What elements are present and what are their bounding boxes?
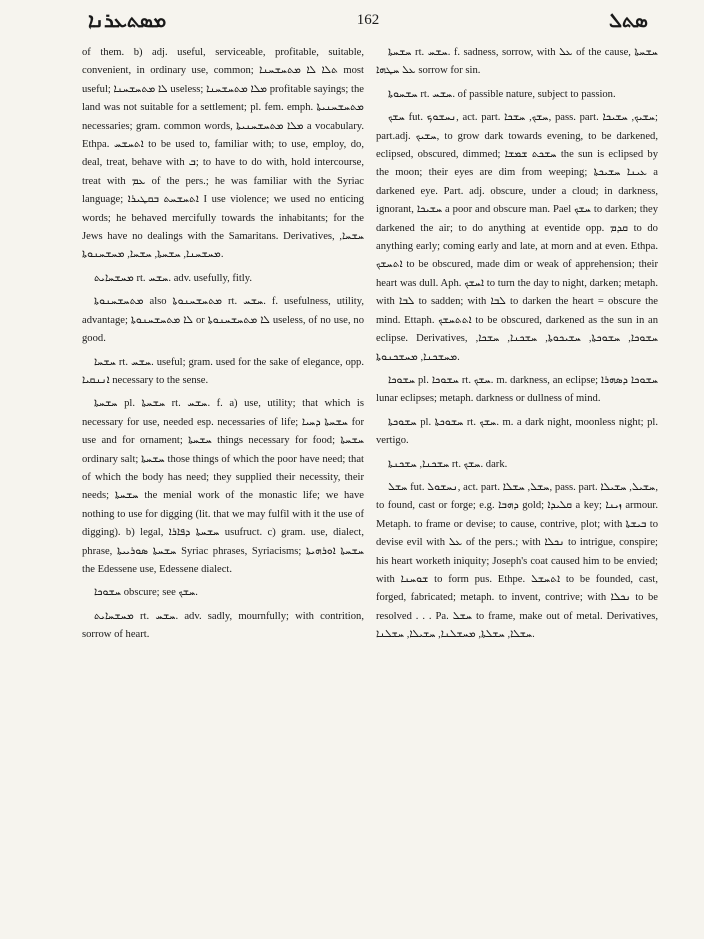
- dictionary-entry: ܚܫܘܟܐ pl. ܚܫܘܟܐ rt. ܚܫܟ. m. darkness, an eclipse; ܚܫܘܟܐ ܕܣܗܪܐ lunar eclipses; metaph. darkness or dullness of mind.: [376, 374, 659, 405]
- dictionary-entry: ܚܫܟܢܐ, ܚܫܟܢܬܐ rt. ܚܫܟ. dark.: [388, 458, 508, 470]
- dictionary-entry: ܚܫܘܟܐ obscure; see ܚܫܟ.: [94, 587, 198, 599]
- running-head-right: ܣܬܠ: [609, 10, 648, 32]
- left-column: [82, 44, 364, 650]
- dictionary-entry: ܚܫܚܐ rt. ܚܫܚ. useful; gram. used for the sake of elegance, opp. ܐܢܢܩܝܐ necessary to the sense.: [82, 356, 364, 386]
- dictionary-entry: ܚܫܟ fut. ܢܚܫܘܟ, act. part. ܚܫܟ, ܚܫܟܐ, pass. part. ܚܫܝܟ, ܚܫܝܟܐ; part.adj. ܚܫܝܟ, to grow dark towards evening, to be darkened, eclipsed, obscured, dimmed; ܚܫܟܬ ܫܡܫܐ the sun is eclipsed by the moon; their eyes are dim from weeping; ܥܝܢܐ ܚܫܝܟܬܐ a darkened eye. Part. adj. obscure, under a cloud; in darkness, ignorant, ܚܫܝܟܐ a poor and obscure man. Pael ܚܫܟ to darken; they darkened the air; to do anything at eventide opp. ܩܕܡ to do anything early; coming early and late, at morn and at even. Ethpa. ܐܬܚܫܟ to be obscured, made dim or weak of apprehension; their heart was dull. Aph. ܐܚܫܟ to turn the day to night, darken; metaph. with ܠܒܐ to sadden; with ܠܒܐ to darken the heart = obscure the mind. Ettaph. ܐܬܬܚܫܟ to be obscured, darkened as the sun in an eclipse. Derivatives, ܚܫܘܟܐ, ܚܫܘܟܬܐ, ܚܫܝܟܘܬܐ, ܚܫܟܢܐ, ܚܫܟܐ, ܡܚܫܟܢܐ, ܡܚܫܟܢܘܬܐ.: [376, 112, 659, 363]
- dictionary-entry: ܚܫܚܬܐ pl. ܚܫܚܬܐ rt. ܚܫܚ. f. a) use, utility; that which is necessary for use, needed esp. necessaries of life; ܚܫܚܬܐ ܕܚܝܐ for use and for ornament; ܚܫܚܬܐ things necessary for food; ܚܫܚܬܐ ordinary salt; ܚܫܚܬܐ those things of which the poor have need; that of which the body has need; they supplied their necessity, their needs; ܚܫܚܬܐ the menial work of the monastic life; we have nothing to use for digging (lit. that we may fulfil with it the use of digging). b) legal, ܚܫܚܬܐ ܕܦܐܪܐ usufruct. c) gram. use, dialect, phrase, ܚܫܚܬܐ ܣܘܪܝܝܬܐ Syriac phrases, Syriacisms; ܚܫܚܬܐ ܐܘܪܗܝܬܐ the Edessene use, Edessene dialect.: [82, 398, 365, 575]
- right-column: [376, 44, 658, 650]
- page-number: 162: [356, 12, 380, 28]
- dictionary-entry: ܚܫܚܬܐ rt. ܚܫܚ. f. sadness, sorrow, with ܥܠ of the cause, ܚܫܚܬܐ ܥܠ ܚܛܗܐ sorrow for sin.: [376, 47, 658, 77]
- dictionary-entry: of them. b) adj. useful, serviceable, profitable, suitable, convenient, in ordinary use, common; ܬܠܐ ܠܐ ܡܬܚܫܚܢܐ most useful; ܠܐ ܡܬܚܫܚܢܐ useless; ܡܠܐ ܡܬܚܫܚܢܐ profitable sayings; the land was not suitable for a settlement; pl. fem. emph. ܡܬܚܫܚܢܝܬܐ necessaries; gram. common words, ܡܠܐ ܡܬܚܫܚܢܝܬܐ a vocabulary. Ethpa. ܐܬܚܫܚ to be used to, familiar with; to use, employ, do, deal, treat, behave with ܒ; to have to do with, hold intercourse, treat with ܥܡ of the pers.; he was familiar with the Syriac language; ܐܬܚܫܚܬ ܒܩܛܝܪܐ I use violence; we used no enticing words; he behaved mercifully towards the inhabitants; for the Jews have no dealings with the Samaritans. Derivatives, ܚܫܚܐ, ܡܚܫܚܢܐ, ܚܫܚܬܐ, ܚܫܚܐ, ܡܚܫܚܢܘܬܐ.: [82, 47, 365, 261]
- running-head-left: ܡܣܬܥܪܢܐ: [88, 10, 167, 32]
- dictionary-entry: ܚܫܚܘܬܐ rt. ܚܫܚ. of passible nature, subject to passion.: [388, 88, 616, 100]
- dictionary-entry: ܡܚܫܚܐܝܬ rt. ܚܫܚ. adv. sadly, mournfully; with contrition, sorrow of heart.: [82, 610, 364, 641]
- dictionary-entry: ܚܫܘܟܬܐ pl. ܚܫܘܟܬܐ rt. ܚܫܟ. m. a dark night, moonless night; pl. vertigo.: [376, 416, 658, 447]
- page-header: [88, 8, 648, 36]
- dictionary-entry: ܡܬܚܫܚܢܘܬܐ also ܡܬܚܫܚܢܘܬܐ rt. ܚܫܚ. f. usefulness, utility, advantage; ܠܐ ܡܬܚܫܚܢܘܬܐ or ܠܐ ܡܬܚܫܚܢܘܬܐ useless, of no use, no good.: [82, 296, 365, 345]
- dictionary-entry: ܡܚܫܚܐܝܬ rt. ܚܫܚ. adv. usefully, fitly.: [94, 272, 252, 284]
- dictionary-entry: ܚܫܠ fut. ܢܚܫܘܠ, act. part. ܚܫܠ, ܚܫܠܐ, pass. part. ܚܫܝܠ, ܚܫܝܠܐ, to found, cast or forge; e.g. ܕܗܒܐ gold; ܩܠܝܕܐ a key; ܙܝܢܐ armour. Metaph. to frame or devise; to cause, contrive, plot; with ܒܝܫܬܐ to devise evil with ܥܠ of the pers.; with ܢܟܠܐ to intrigue, conspire; his heart worketh iniquity; Joseph's coat caused him to be envied; with ܫܘܚܢܐ to form pus. Ethpe. ܐܬܚܫܠ to be founded, cast, forged, fabricated; metaph. to invent, contrive; with ܢܟܠܐ to be resolved . . . Pa. ܚܫܠ to frame, make out of metal. Derivatives, ܚܫܠܐ, ܚܫܠܬܐ, ܡܚܫܠܢܐ, ܚܫܝܠܐ, ܚܫܠܢܐ.: [376, 481, 659, 641]
